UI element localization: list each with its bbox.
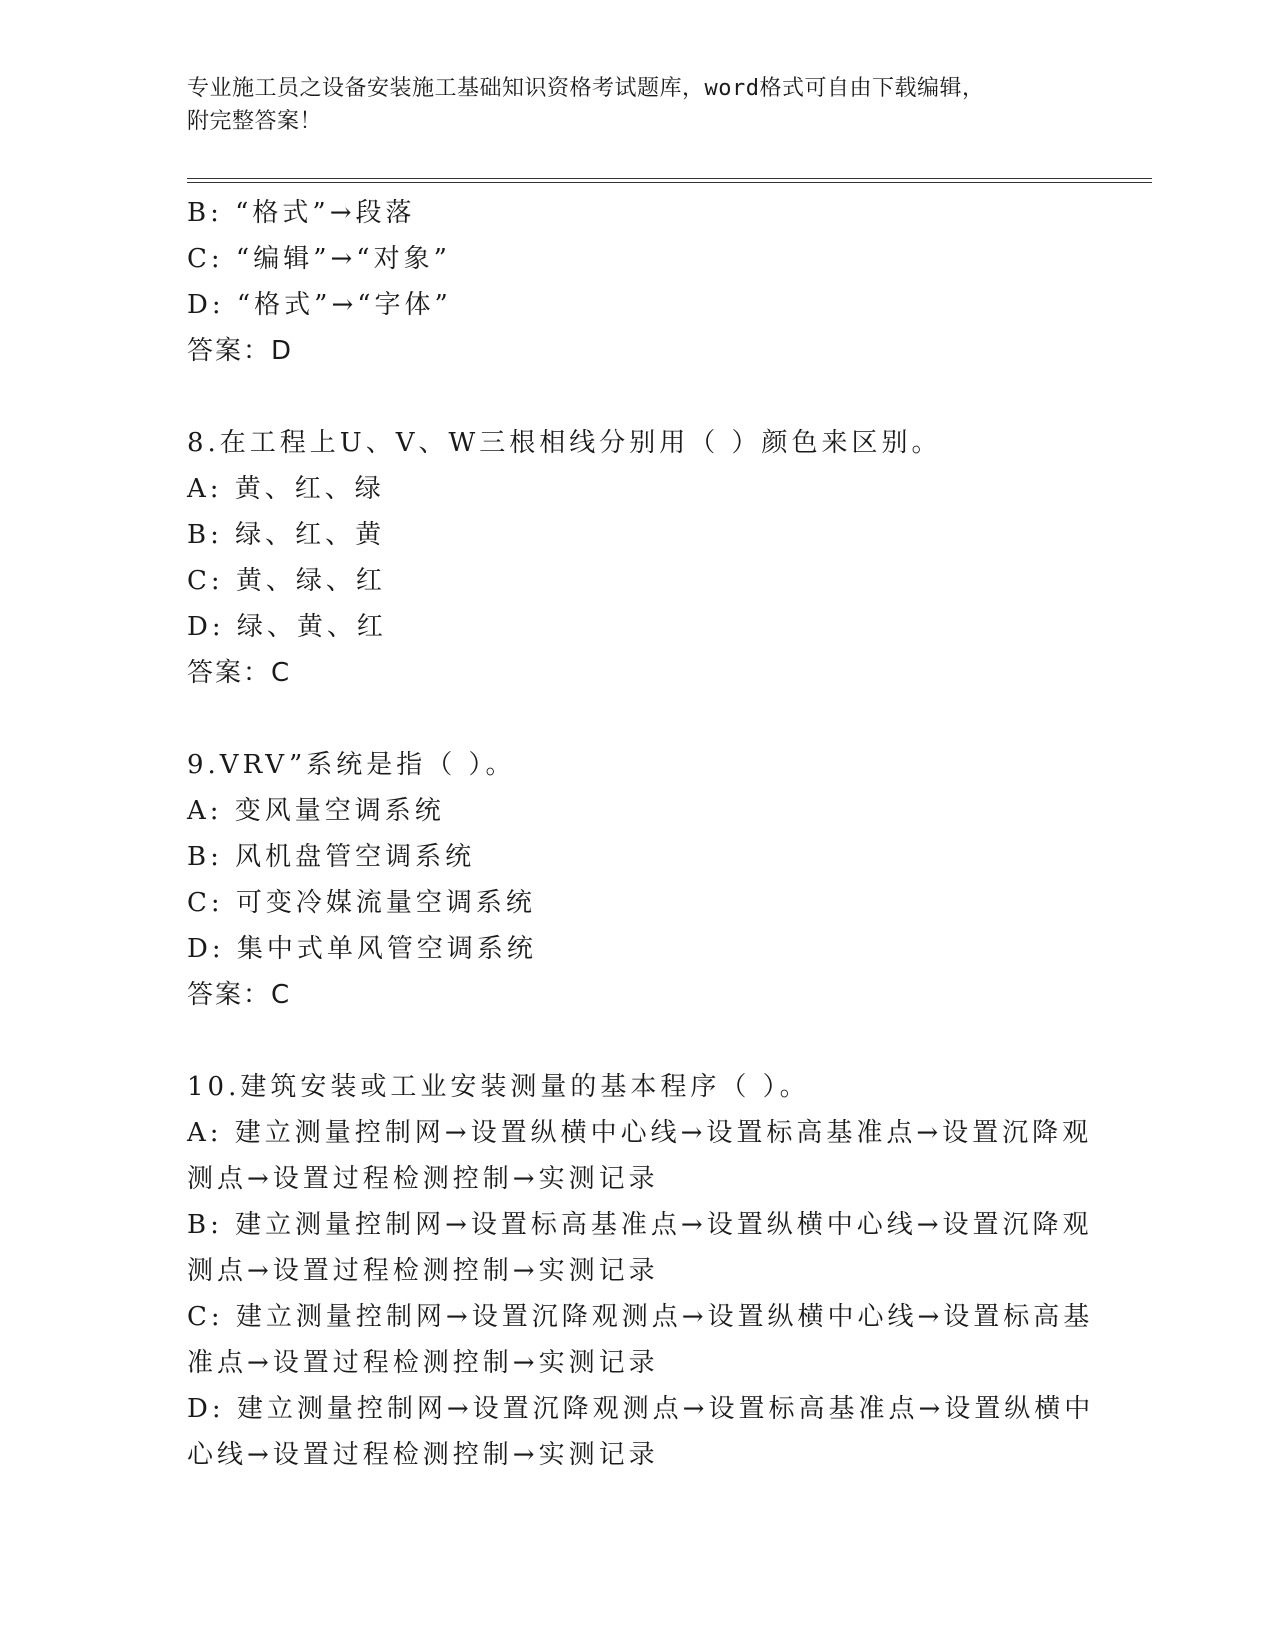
header-line-2: 附完整答案！ — [187, 109, 323, 134]
q10-option-b-line-1: B: 建立测量控制网→设置标高基准点→设置纵横中心线→设置沉降观 — [187, 1210, 1093, 1240]
question-7 — [187, 190, 1087, 374]
q7-option-d: D: “格式”→“字体” — [187, 290, 452, 320]
spacer — [187, 696, 1087, 742]
q10-option-a-line-1: A: 建立测量控制网→设置纵横中心线→设置标高基准点→设置沉降观 — [187, 1118, 1093, 1148]
q10-option-a-line-2: 测点→设置过程检测控制→实测记录 — [187, 1164, 659, 1194]
q8-option-b: B: 绿、红、黄 — [187, 520, 386, 550]
q8-option-a: A: 黄、红、绿 — [187, 474, 385, 504]
question-content — [187, 190, 1095, 1478]
question-8 — [187, 420, 1087, 696]
q10-option-d-line-1: D: 建立测量控制网→设置沉降观测点→设置标高基准点→设置纵横中 — [187, 1394, 1095, 1424]
q10-option-d-line-2: 心线→设置过程检测控制→实测记录 — [187, 1440, 659, 1470]
document-header — [187, 72, 1087, 138]
q8-option-c: C: 黄、绿、红 — [187, 566, 386, 596]
q8-option-d: D: 绿、黄、红 — [187, 612, 387, 642]
q10-option-c-line-1: C: 建立测量控制网→设置沉降观测点→设置纵横中心线→设置标高基 — [187, 1302, 1094, 1332]
q9-option-a: A: 变风量空调系统 — [187, 796, 445, 826]
q9-option-b: B: 风机盘管空调系统 — [187, 842, 476, 872]
q7-option-c: C: “编辑”→“对象” — [187, 244, 451, 274]
q7-option-b: B: “格式”→段落 — [187, 198, 416, 228]
q10-option-c-line-2: 准点→设置过程检测控制→实测记录 — [187, 1348, 659, 1378]
question-10 — [187, 1064, 1095, 1478]
q9-answer: 答案：C — [187, 980, 292, 1010]
q8-answer: 答案：C — [187, 658, 292, 688]
header-divider-top — [187, 178, 1152, 179]
q9-option-d: D: 集中式单风管空调系统 — [187, 934, 537, 964]
q9-option-c: C: 可变冷媒流量空调系统 — [187, 888, 536, 918]
q10-option-b-line-2: 测点→设置过程检测控制→实测记录 — [187, 1256, 659, 1286]
q8-question: 8.在工程上U、V、W三根相线分别用（ ）颜色来区别。 — [187, 428, 942, 458]
q10-question: 10.建筑安装或工业安装测量的基本程序（ ）。 — [187, 1072, 810, 1102]
question-9 — [187, 742, 1087, 1018]
header-line-1: 专业施工员之设备安装施工基础知识资格考试题库，word格式可自由下载编辑， — [187, 76, 985, 101]
spacer — [187, 374, 1087, 420]
q9-question: 9.VRV”系统是指（ ）。 — [187, 750, 516, 780]
q7-answer: 答案：D — [187, 336, 294, 366]
header-divider-bottom — [187, 182, 1152, 183]
spacer — [187, 1018, 1087, 1064]
